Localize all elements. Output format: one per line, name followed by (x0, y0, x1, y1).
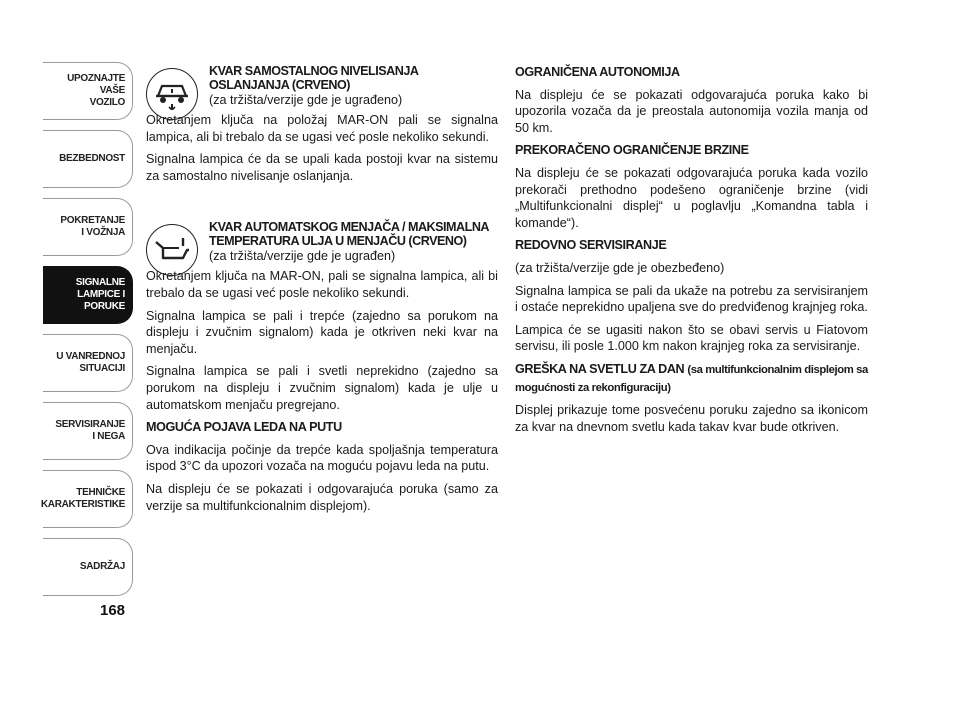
gearbox-fault-section (146, 220, 498, 413)
drl-fault-title (515, 361, 868, 396)
gearbox-fault-paragraph-2: Signalna lampica se pali i trepće (zajedno sa porukom na displeju i zvučnim signalom) kada je otkriven neki kvar na menjaču. (146, 308, 498, 356)
tab-u-vanrednoj-situaciji[interactable]: U VANREDNOJ SITUACIJI (43, 334, 133, 392)
service-title: REDOVNO SERVISIRANJE (515, 238, 667, 253)
gearbox-oil-temperature-icon (146, 224, 198, 276)
gearbox-fault-header (146, 220, 498, 264)
service-section (515, 237, 868, 355)
tab-signalne-lampice-i-poruke[interactable]: SIGNALNE LAMPICE I PORUKE (43, 266, 133, 324)
gearbox-fault-title: KVAR AUTOMATSKOG MENJAČA / MAKSIMALNA TEMPERATURA ULJA U MENJAČU (CRVENO) (209, 220, 489, 249)
gearbox-fault-paragraph-3: Signalna lampica se pali i svetli neprekidno (zajedno sa porukom na displeju i zvučnim signalom) kada je ulje u automatskom menjaču pregrejano. (146, 364, 498, 412)
drl-fault-section (515, 361, 868, 435)
chapter-tabs (40, 62, 133, 606)
speed-limit-section (515, 142, 868, 231)
left-column (146, 64, 498, 520)
drl-fault-title-small: (sa multifunkcionalnim displejom sa mogućnosti za rekonfiguraciju) (515, 363, 868, 394)
ice-warning-section (146, 419, 498, 514)
service-paragraph-2: Signalna lampica se pali da ukaže na potrebu za servisiranjem i ostaće neprekidno upaljena sve do predviđenog krajnjeg roka. (515, 283, 868, 315)
tab-pokretanje-i-voznja[interactable]: POKRETANJE I VOŽNJA (43, 198, 133, 256)
page-number: 168 (100, 602, 126, 619)
tab-bezbednost[interactable]: BEZBEDNOST (43, 130, 133, 188)
suspension-fault-section (146, 64, 498, 184)
ice-warning-title: MOGUĆA POJAVA LEDA NA PUTU (146, 420, 342, 435)
drl-fault-paragraph: Displej prikazuje tome posvećenu poruku zajedno sa ikonicom za kvar na dnevnom svetlu kada takav kvar bude otkriven. (515, 403, 868, 434)
suspension-fault-paragraph-2: Signalna lampica će da se upali kada postoji kvar na sistemu za samostalno nivelisanje oslanjanja. (146, 152, 498, 183)
suspension-fault-note: (za tržišta/verzije gde je ugrađeno) (209, 93, 403, 107)
tab-tehnicke-karakteristike[interactable]: TEHNIČKE KARAKTERISTIKE (43, 470, 133, 528)
gearbox-fault-paragraph-1: Okretanjem ključa na MAR-ON, pali se signalna lampica, ali bi trebalo da se ugasi već posle nekoliko sekundi. (146, 269, 498, 300)
suspension-fault-paragraph-1: Okretanjem ključa na položaj MAR-ON pali se signalna lampica, ali bi trebalo da se ugasi već posle nekoliko sekundi. (146, 113, 498, 144)
suspension-fault-header (146, 64, 498, 108)
autonomy-section (515, 64, 868, 136)
autonomy-paragraph: Na displeju će se pokazati odgovarajuća poruka kako bi upozorila vozača da je preostala autonomija vozila manja od 50 km. (515, 87, 868, 135)
ice-warning-paragraph-2: Na displeju će se pokazati i odgovarajuća poruka (samo za verzije sa multifunkcionalnim displejom). (146, 481, 498, 513)
suspension-fault-title: KVAR SAMOSTALNOG NIVELISANJA OSLANJANJA (CRVENO) (209, 64, 418, 92)
drl-fault-title-main: GREŠKA NA SVETLU ZA DAN (515, 361, 685, 376)
service-paragraph-1: (za tržišta/verzije gde je obezbeđeno) (515, 260, 725, 275)
speed-limit-title: PREKORAČENO OGRANIČENJE BRZINE (515, 143, 749, 158)
ice-warning-paragraph-1: Ova indikacija počinje da trepće kada spoljašnja temperatura ispod 3°C da upozori vozača na moguću pojavu leda na putu. (146, 442, 498, 474)
gearbox-fault-note: (za tržišta/verzije gde je ugrađen) (209, 249, 396, 264)
suspension-leveling-icon (146, 68, 198, 120)
right-column (515, 64, 868, 441)
tab-sadrzaj[interactable]: SADRŽAJ (43, 538, 133, 596)
autonomy-title: OGRANIČENA AUTONOMIJA (515, 65, 680, 79)
tab-upoznajte-vase-vozilo[interactable]: UPOZNAJTE VAŠE VOZILO (43, 62, 133, 120)
service-paragraph-3: Lampica će se ugasiti nakon što se obavi servis u Fiatovom servisu, ili posle 1.000 km nakon krajnjeg roka za servisiranje. (515, 322, 868, 354)
tab-servisiranje-i-nega[interactable]: SERVISIRANJE I NEGA (43, 402, 133, 460)
speed-limit-paragraph: Na displeju će se pokazati odgovarajuća poruka kada vozilo prekorači prethodno podešeno ograničenje brzine (vidi „Multifunkcionalni displej“ u poglavlju „Komandna tabla i komande“). (515, 165, 868, 230)
